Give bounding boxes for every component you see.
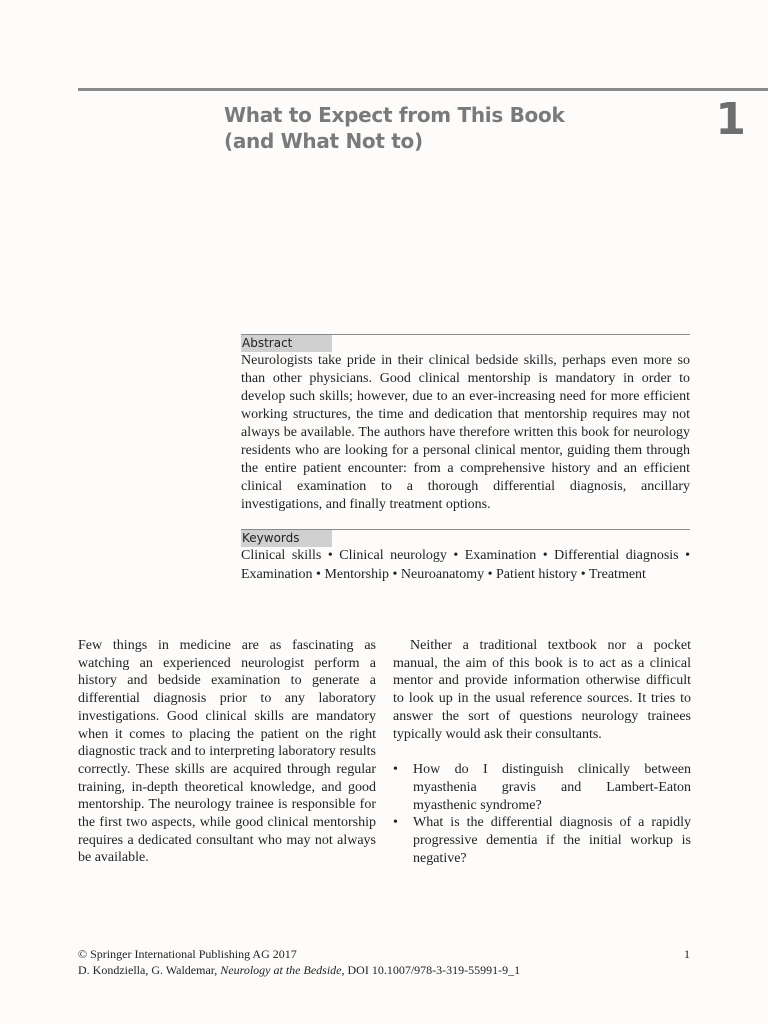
list-item-text: What is the differential diagnosis of a rapidly progressive dementia if the initial workup is negative? — [413, 815, 691, 866]
abstract-section — [241, 334, 690, 514]
bullet-icon: • — [393, 762, 398, 778]
chapter-title-line-2: (and What Not to) — [224, 129, 423, 153]
top-rule — [78, 88, 768, 91]
keywords-label: Keywords — [241, 530, 332, 547]
copyright-line: © Springer International Publishing AG 2017 — [78, 947, 297, 961]
abstract-text: Neurologists take pride in their clinical bedside skills, perhaps even more so than other physicians. Good clinical mentorship is mandatory in order to develop such skills; however, due to an ever-increasing need for more efficient working structures, the time and dedication that mentorship requires may not always be available. The authors have therefore written this book for neurology residents who are looking for a personal clinical mentor, guiding them through the entire patient encounter: from a comprehensive history and an efficient clinical examination to a thorough differential diagnosis, ancillary investigations, and finally treatment options. — [241, 353, 690, 512]
question-list — [393, 761, 691, 867]
abstract-label: Abstract — [241, 335, 332, 352]
footer — [78, 946, 520, 978]
body-column-right — [393, 637, 691, 867]
bullet-icon: • — [393, 815, 398, 831]
citation-line — [78, 962, 520, 978]
keywords-text: Clinical skills • Clinical neurology • Examination • Differential diagnosis • Examination • Mentorship • Neuroanatomy • Patient history • Treatment — [241, 548, 690, 582]
body-paragraph-right: Neither a traditional textbook nor a pocket manual, the aim of this book is to act as a clinical mentor and provide information otherwise difficult to look up in the usual reference sources. It tries to answer the sort of questions neurology trainees typically would ask their consultants. — [393, 638, 691, 742]
citation-authors: D. Kondziella, G. Waldemar, — [78, 963, 221, 977]
page-number: 1 — [684, 947, 690, 961]
citation-doi: , DOI 10.1007/978-3-319-55991-9_1 — [341, 963, 521, 977]
list-item — [393, 814, 691, 867]
list-item-text: How do I distinguish clinically between myasthenia gravis and Lambert-Eaton myasthenic syndrome? — [413, 762, 691, 813]
body-paragraph-left: Few things in medicine are as fascinating as watching an experienced neurologist perform a history and bedside examination to generate a differential diagnosis prior to any laboratory investigations. Good clinical skills are mandatory when it comes to placing the patient on the right diagnostic track and to interpreting laboratory results correctly. These skills are acquired through regular training, in-depth theoretical knowledge, and good mentorship. The neurology trainee is responsible for the first two aspects, while good clinical mentorship requires a dedicated consultant who may not always be available. — [78, 638, 376, 866]
chapter-title — [224, 102, 644, 154]
chapter-title-line-1: What to Expect from This Book — [224, 103, 565, 127]
citation-book-title: Neurology at the Bedside — [220, 963, 342, 977]
keywords-section — [241, 529, 690, 584]
list-item — [393, 761, 691, 814]
chapter-number: 1 — [715, 94, 746, 145]
body-column-left — [78, 637, 376, 867]
